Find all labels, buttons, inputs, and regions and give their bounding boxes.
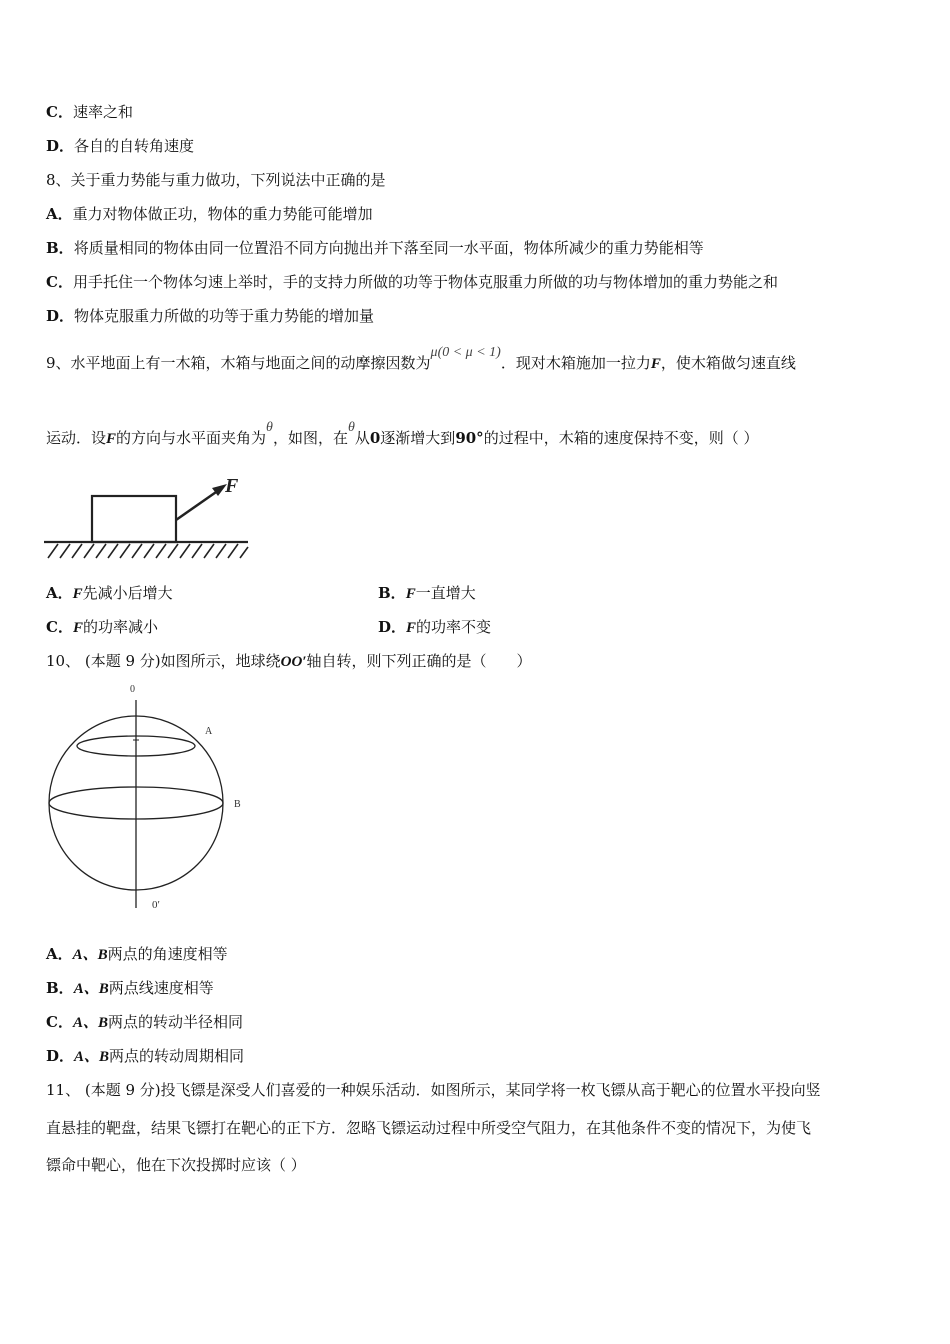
q9-option-b: B．F一直增大 (378, 584, 476, 602)
mu-expression: μ(0 < μ < 1) (430, 345, 501, 360)
theta-symbol: θ (266, 420, 273, 435)
force-label: F (225, 475, 239, 497)
q9-stem-line1: 9、水平地面上有一木箱，木箱与地面之间的动摩擦因数为μ(0 < μ < 1)．现对木箱施加一拉力F，使木箱做匀速直线 (46, 345, 796, 372)
q8-option-c: C．用手托住一个物体匀速上举时，手的支持力所做的功等于物体克服重力所做的功与物体增加的重力势能之和 (46, 273, 778, 291)
q10-earth-figure (40, 680, 250, 915)
q9-stem-line2: 运动．设F的方向与水平面夹角为θ，如图，在θ从0逐渐增大到90°的过程中，木箱的速度保持不变，则（ ） (46, 420, 759, 447)
q9-option-a: A．F先减小后增大 (46, 584, 173, 602)
axis-bottom-label: 0′ (152, 899, 160, 911)
q10-option-b: B．A、B两点线速度相等 (46, 979, 214, 997)
force-arrow-shaft (176, 490, 219, 520)
q8-stem: 8、关于重力势能与重力做功，下列说法中正确的是 (46, 171, 386, 189)
q10-option-d: D．A、B两点的转动周期相同 (46, 1047, 245, 1065)
q10-option-a: A．A、B两点的角速度相等 (46, 945, 228, 963)
q11-stem-line2: 直悬挂的靶盘，结果飞镖打在靶心的正下方．忽略飞镖运动过程中所受空气阻力，在其他条件不变的情况下，为使飞 (46, 1119, 812, 1137)
q10-stem: 10、 (本题 9 分)如图所示，地球绕OO′轴自转，则下列正确的是（ ） (46, 652, 532, 670)
q9-option-d: D．F的功率不变 (378, 618, 492, 636)
ground-hatching (48, 544, 248, 558)
q9-option-c: C．F的功率减小 (46, 618, 158, 636)
wooden-box (92, 496, 176, 542)
theta-symbol: θ (347, 420, 355, 435)
q7-option-c: C．速率之和 (46, 103, 133, 121)
q11-stem-line3: 镖命中靶心，他在下次投掷时应该（ ） (46, 1156, 306, 1174)
q8-option-b: B．将质量相同的物体由同一位置沿不同方向抛出并下落至同一水平面，物体所减少的重力势能相等 (46, 239, 704, 257)
q8-option-a: A．重力对物体做正功，物体的重力势能可能增加 (46, 205, 373, 223)
q8-option-d: D．物体克服重力所做的功等于重力势能的增加量 (46, 307, 375, 325)
axis-top-label: 0 (130, 684, 135, 695)
q11-stem-line1: 11、 (本题 9 分)投飞镖是深受人们喜爱的一种娱乐活动．如图所示，某同学将一枚飞镖从高于靶心的位置水平投向竖 (46, 1081, 821, 1099)
q10-option-c: C．A、B两点的转动半径相同 (46, 1013, 243, 1031)
q9-box-figure (44, 470, 254, 562)
point-b-label: B (234, 799, 241, 810)
point-a-label: A (205, 726, 213, 737)
q7-option-d: D．各自的自转角速度 (46, 137, 195, 155)
